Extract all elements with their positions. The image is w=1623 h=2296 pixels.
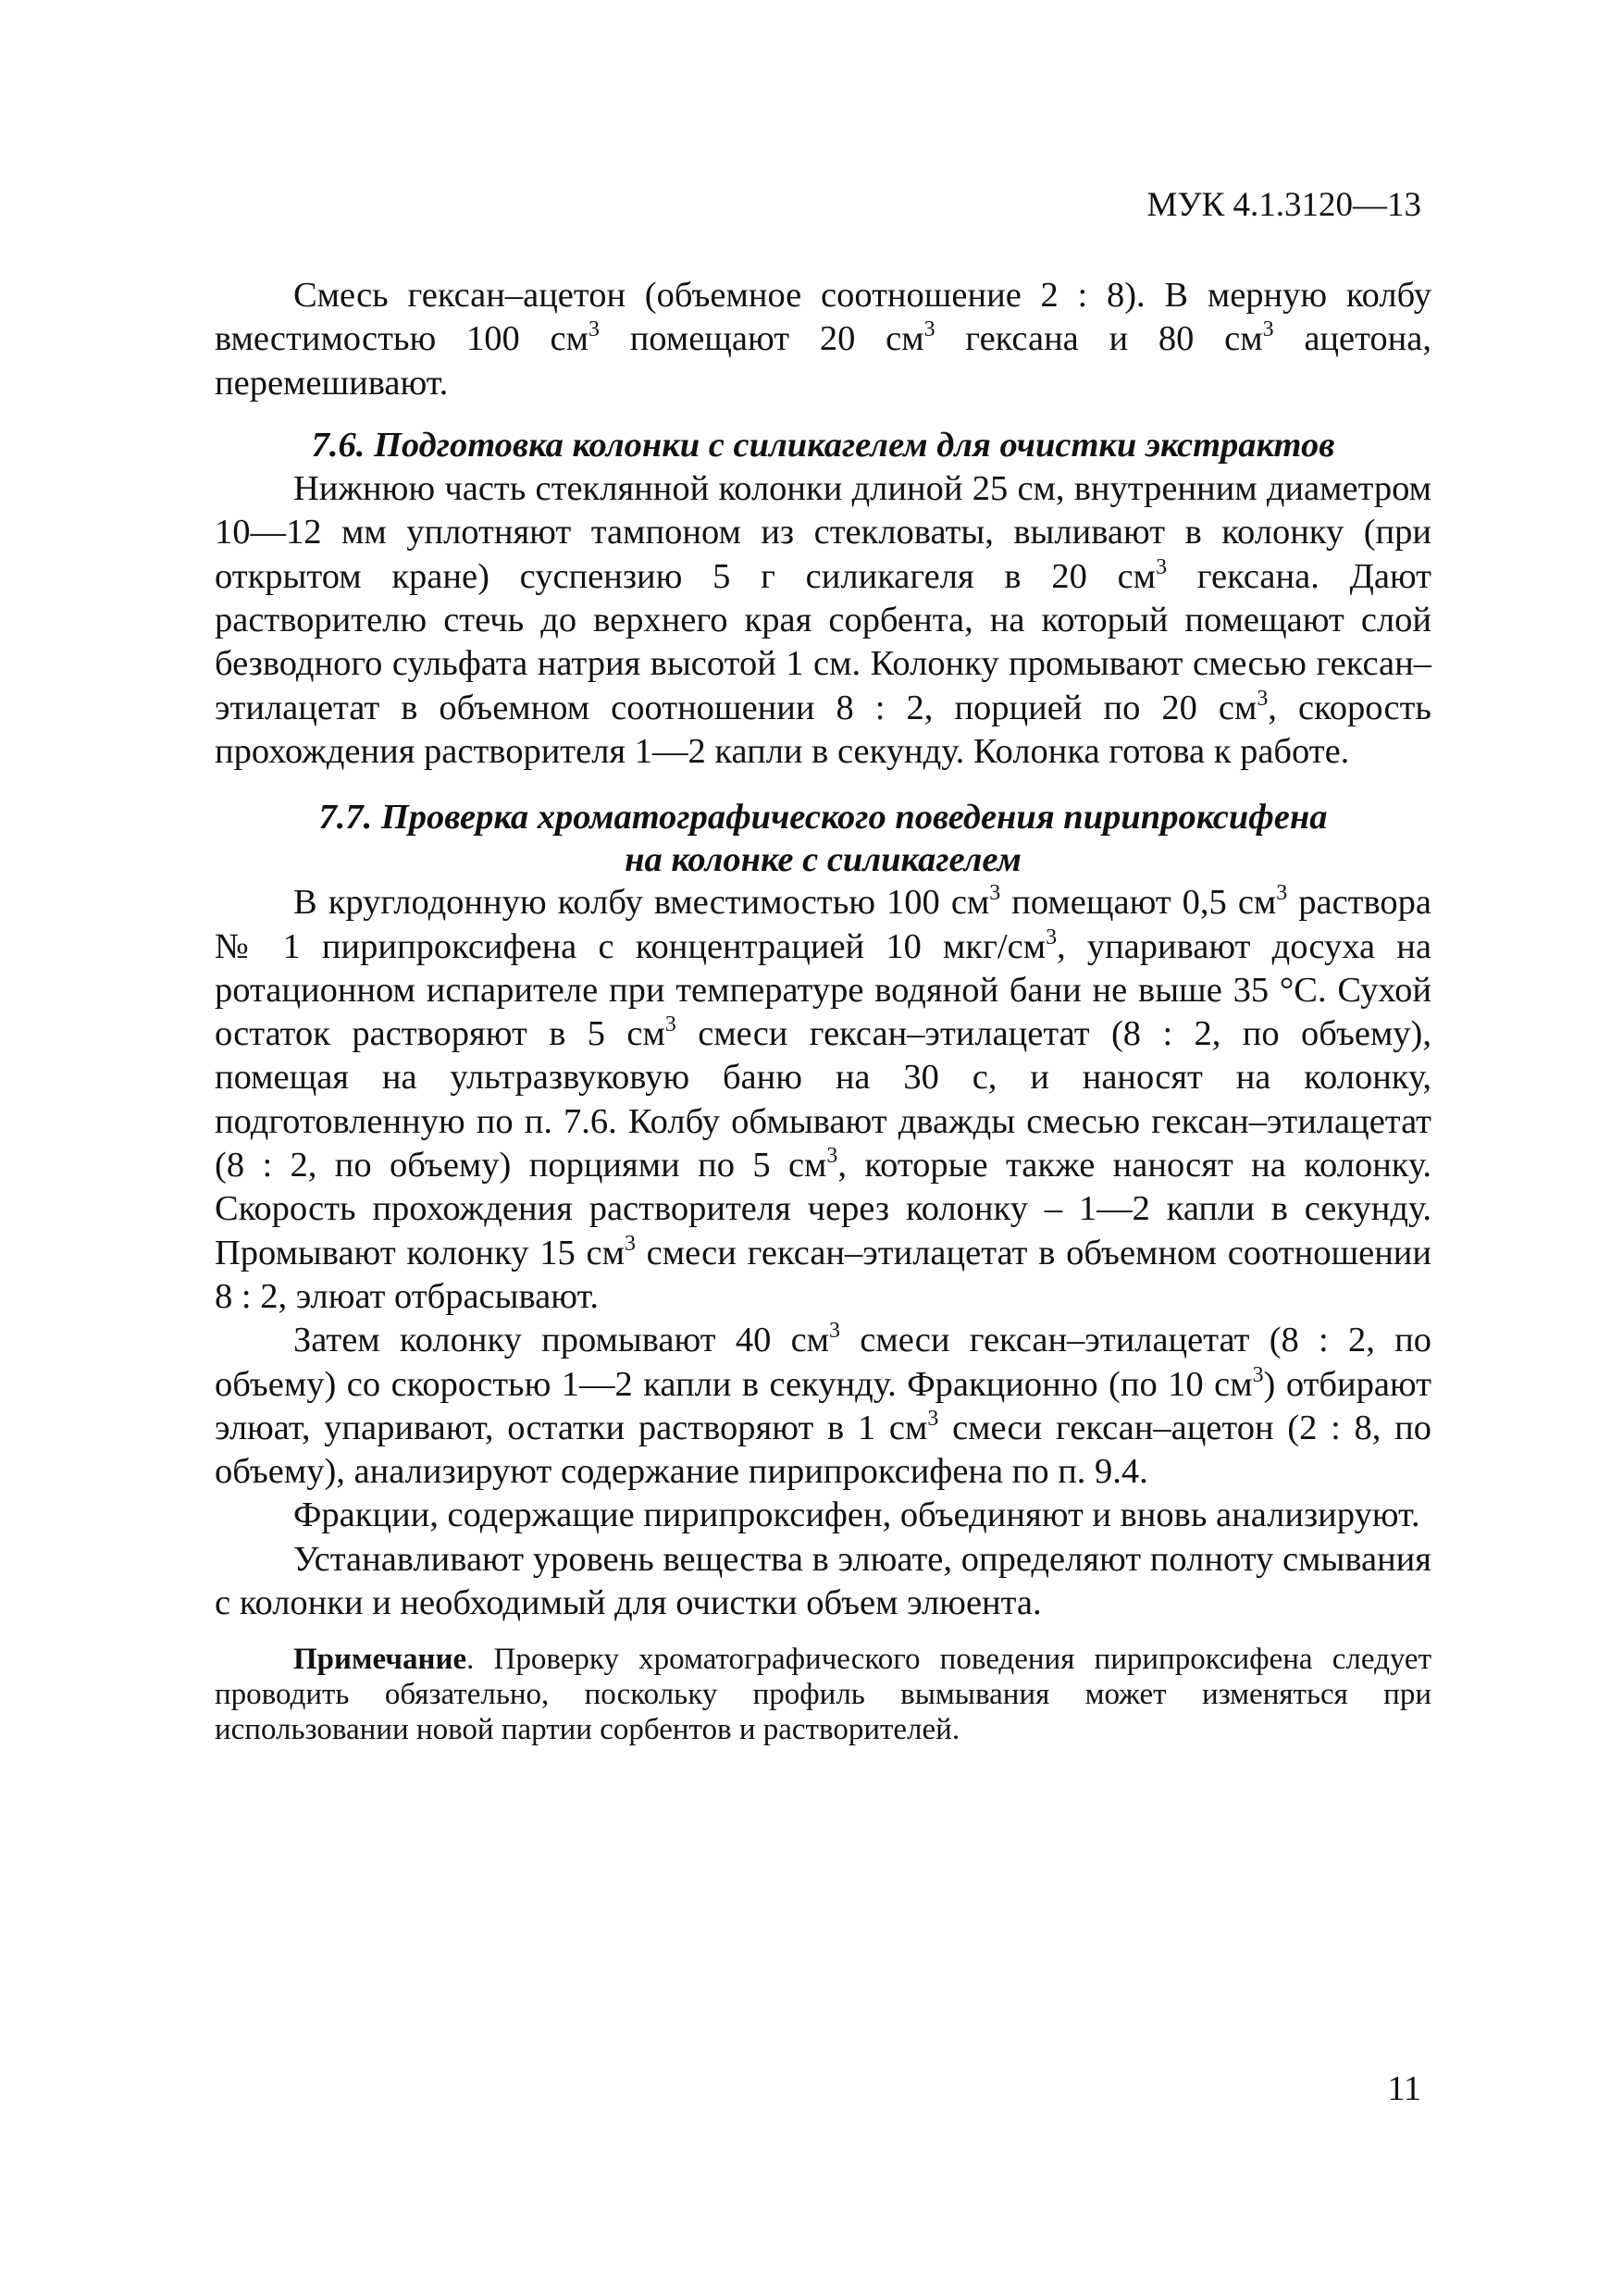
note-label: Примечание	[293, 1643, 467, 1677]
text-run: ацетона, перемешивают.	[215, 319, 1431, 403]
superscript: 3	[1276, 881, 1288, 906]
superscript: 3	[1252, 1362, 1264, 1387]
section-7-7-heading	[215, 796, 1431, 881]
text-run: , скорость прохождения растворителя 1—2 капли в секунду. Колонка готова к работе.	[215, 688, 1431, 771]
text-run: помещают 0,5 см	[1000, 883, 1277, 923]
superscript: 3	[1046, 925, 1057, 949]
superscript: 3	[927, 1406, 939, 1431]
text-run: раствора № 1 пирипроксифена с концентрацией 10 мкг/см	[215, 883, 1431, 966]
note-paragraph	[215, 1642, 1431, 1747]
superscript: 3	[588, 317, 600, 342]
section-7-7-paragraph-2	[215, 1319, 1431, 1494]
heading-line: на колонке с силикагелем	[625, 840, 1022, 880]
text-run: В круглодонную колбу вместимостью 100 см	[293, 883, 990, 923]
text-run: , упаривают досуха на ротационном испарителе при температуре водяной бани не выше 35 °С. Сухой остаток растворяют в 5 см	[215, 926, 1431, 1054]
body-text	[215, 274, 1431, 1747]
intro-paragraph	[215, 274, 1431, 405]
text-run: гексана и 80 см	[935, 319, 1263, 359]
page-number: 11	[1387, 2069, 1421, 2108]
text-run: Смесь гексан–ацетон (объемное соотношение 2 : 8). В мерную колбу вместимостью 100 см	[215, 276, 1431, 359]
superscript: 3	[826, 1144, 838, 1169]
text-run: помещают 20 см	[599, 319, 924, 359]
heading-line: 7.7. Проверка хроматографического поведения пирипроксифена	[318, 798, 1328, 838]
superscript: 3	[1156, 554, 1167, 579]
text-run: ) отбирают элюат, упаривают, остатки растворяют в 1 см	[215, 1364, 1432, 1447]
note-text: . Проверку хроматографического поведения пирипроксифена следует проводить обязательно, поскольку профиль вымывания может изменяться при использовании новой партии сорбентов и растворителей.	[215, 1643, 1431, 1747]
text-run: смеси гексан–этилацетат (8 : 2, по объему), помещая на ультразвуковую баню на 30 с, и наносят на колонку, подготовленную по п. 7.6. Колбу обмывают дважды смесью гексан–этилацетат (8 : 2, по объему) порциями по 5 см	[215, 1014, 1431, 1185]
text-run: Нижнюю часть стеклянной колонки длиной 25 см, внутренним диаметром 10—12 мм уплотняют тампоном из стекловаты, выливают в колонку (при открытом кране) суспензию 5 г силикагеля в 20 см	[215, 469, 1431, 596]
document-id-header: МУК 4.1.3120—13	[1146, 186, 1421, 224]
section-7-6-paragraph	[215, 467, 1431, 774]
superscript: 3	[829, 1319, 840, 1344]
superscript: 3	[664, 1012, 676, 1037]
section-7-7-paragraph-1	[215, 881, 1431, 1319]
text-run: , которые также наносят на колонку. Скорость прохождения растворителя через колонку – 1—2 капли в секунду. Промывают колонку 15 см	[215, 1146, 1431, 1272]
section-7-6-heading: 7.6. Подготовка колонки с силикагелем для очистки экстрактов	[311, 425, 1335, 465]
section-7-7-paragraph-3: Фракции, содержащие пирипроксифен, объединяют и вновь анализируют.	[293, 1496, 1420, 1535]
section-7-7-paragraph-4: Устанавливают уровень вещества в элюате, определяют полноту смывания с колонки и необходимый для очистки объем элюента.	[215, 1539, 1431, 1623]
superscript: 3	[923, 317, 935, 342]
superscript: 3	[989, 881, 1001, 906]
text-run: гексана. Дают растворителю стечь до верхнего края сорбента, на который помещают слой безводного сульфата натрия высотой 1 см. Колонку промывают смесью гексан–этилацетат в объемном соотношении 8 : 2, порцией по 20 см	[215, 556, 1431, 727]
text-run: Затем колонку промывают 40 см	[293, 1321, 830, 1360]
superscript: 3	[1262, 317, 1274, 342]
text-run: смеси гексан–этилацетат в объемном соотношении 8 : 2, элюат отбрасывают.	[215, 1233, 1431, 1316]
text-run: смеси гексан–этилацетат (8 : 2, по объему) со скоростью 1—2 капли в секунду. Фракционно (по 10 см	[215, 1321, 1431, 1404]
superscript: 3	[1257, 686, 1269, 711]
superscript: 3	[624, 1231, 636, 1256]
text-run: смеси гексан–ацетон (2 : 8, по объему), анализируют содержание пирипроксифена по п. 9.4.	[215, 1408, 1431, 1492]
